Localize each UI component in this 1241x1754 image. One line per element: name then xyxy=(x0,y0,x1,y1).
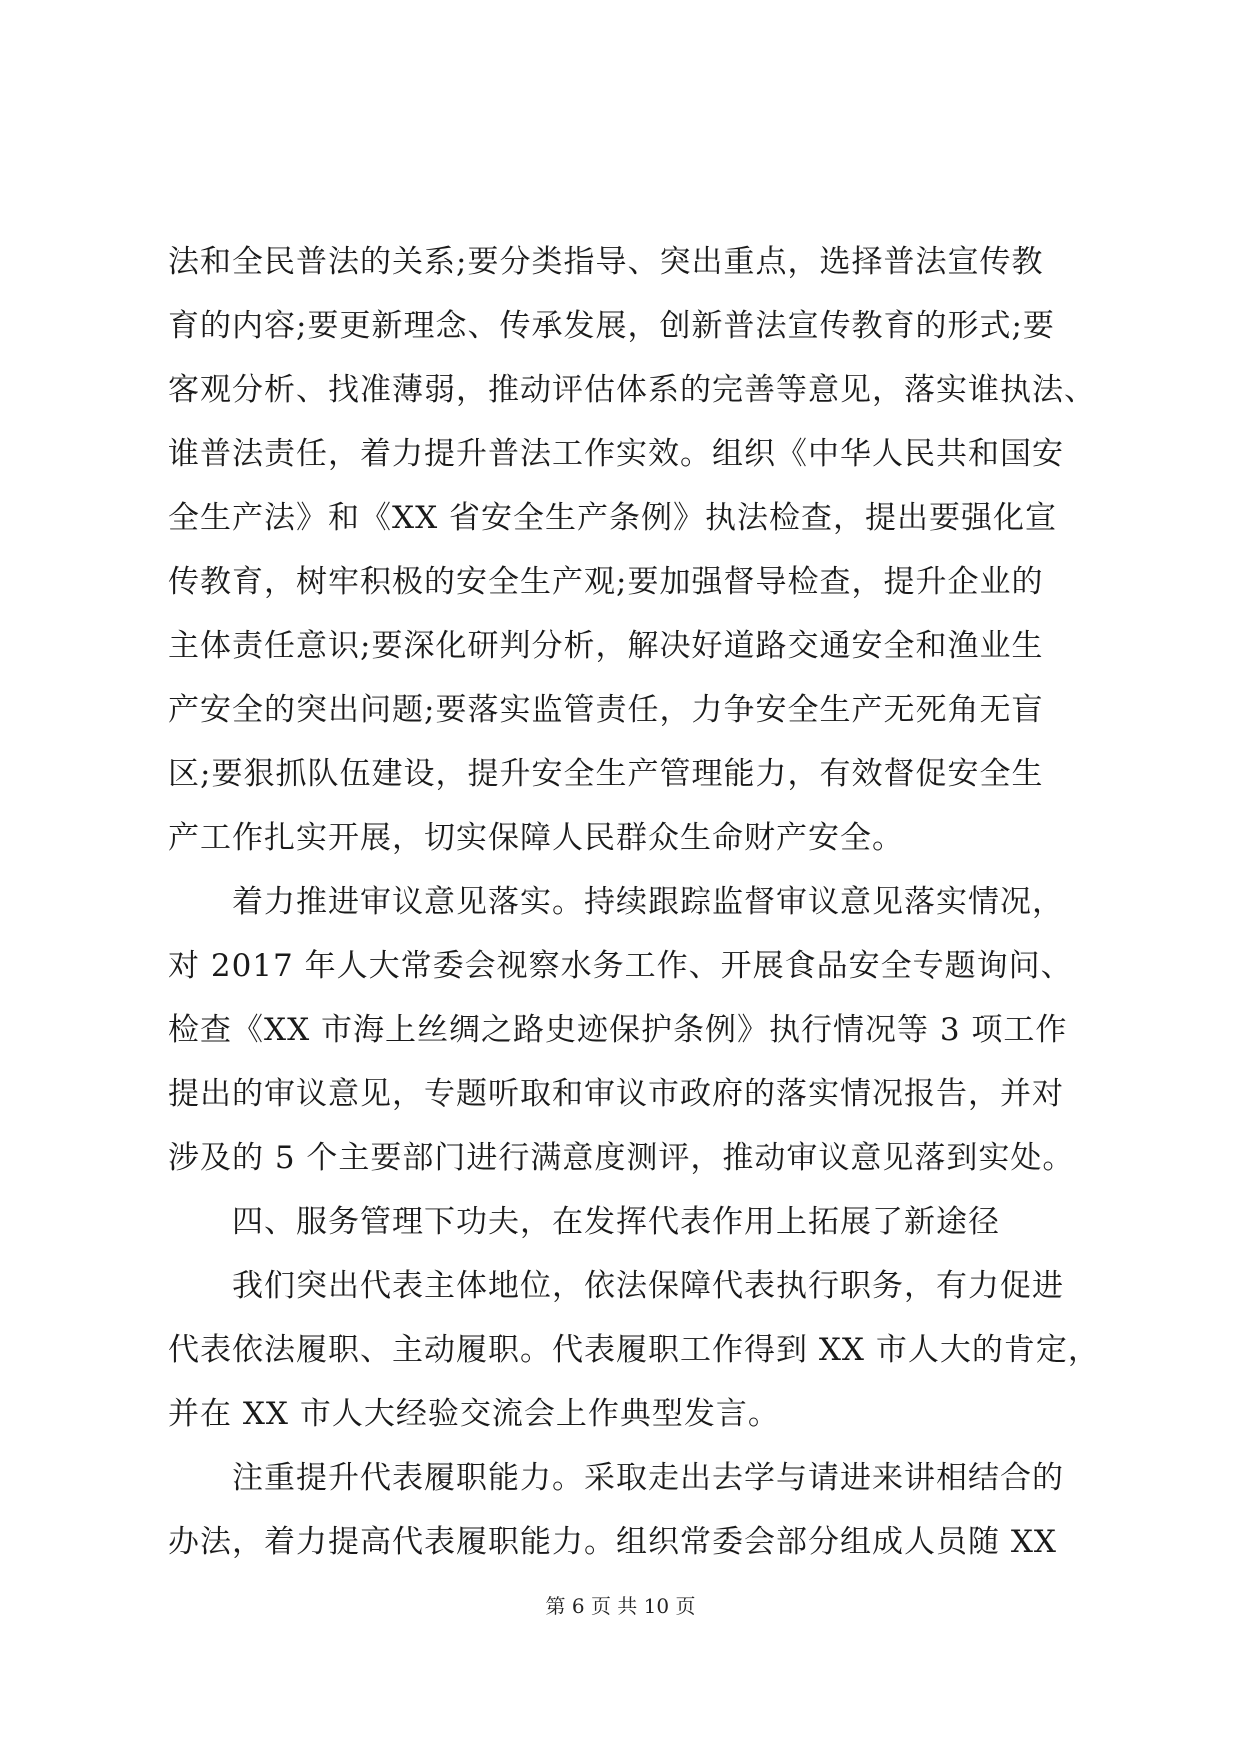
text-line: 产工作扎实开展，切实保障人民群众生命财产安全。 xyxy=(168,820,904,856)
text-line: 涉及的 5 个主要部门进行满意度测评，推动审议意见落到实处。 xyxy=(168,1140,1075,1176)
text-line: 育的内容;要更新理念、传承发展，创新普法宣传教育的形式;要 xyxy=(168,308,1055,344)
text-line: 对 2017 年人大常委会视察水务工作、开展食品安全专题询问、 xyxy=(168,948,1073,984)
page-number-footer: 第 6 页 共 10 页 xyxy=(545,1594,696,1618)
text-line: 并在 XX 市人大经验交流会上作典型发言。 xyxy=(168,1396,780,1432)
text-line: 产安全的突出问题;要落实监管责任，力争安全生产无死角无盲 xyxy=(168,692,1044,728)
text-line: 客观分析、找准薄弱，推动评估体系的完善等意见，落实谁执法、 xyxy=(168,372,1096,408)
text-line: 我们突出代表主体地位，依法保障代表执行职务，有力促进 xyxy=(168,1268,1064,1304)
text-line: 谁普法责任，着力提升普法工作实效。组织《中华人民共和国安 xyxy=(168,436,1064,472)
text-line: 全生产法》和《XX 省安全生产条例》执法检查，提出要强化宣 xyxy=(168,500,1057,536)
text-line: 提出的审议意见，专题听取和审议市政府的落实情况报告，并对 xyxy=(168,1076,1064,1112)
text-line: 法和全民普法的关系;要分类指导、突出重点，选择普法宣传教 xyxy=(168,244,1044,280)
section-heading: 四、服务管理下功夫，在发挥代表作用上拓展了新途径 xyxy=(168,1204,1000,1240)
text-line: 检查《XX 市海上丝绸之路史迹保护条例》执行情况等 3 项工作 xyxy=(168,1012,1068,1048)
text-line: 传教育，树牢积极的安全生产观;要加强督导检查，提升企业的 xyxy=(168,564,1044,600)
text-line: 区;要狠抓队伍建设，提升安全生产管理能力，有效督促安全生 xyxy=(168,756,1044,792)
text-line: 注重提升代表履职能力。采取走出去学与请进来讲相结合的 xyxy=(168,1460,1064,1496)
text-line: 主体责任意识;要深化研判分析，解决好道路交通安全和渔业生 xyxy=(168,628,1044,664)
text-line: 办法，着力提高代表履职能力。组织常委会部分组成人员随 XX xyxy=(168,1524,1057,1560)
text-line: 着力推进审议意见落实。持续跟踪监督审议意见落实情况， xyxy=(168,884,1064,920)
text-line: 代表依法履职、主动履职。代表履职工作得到 XX 市人大的肯定， xyxy=(168,1332,1100,1368)
